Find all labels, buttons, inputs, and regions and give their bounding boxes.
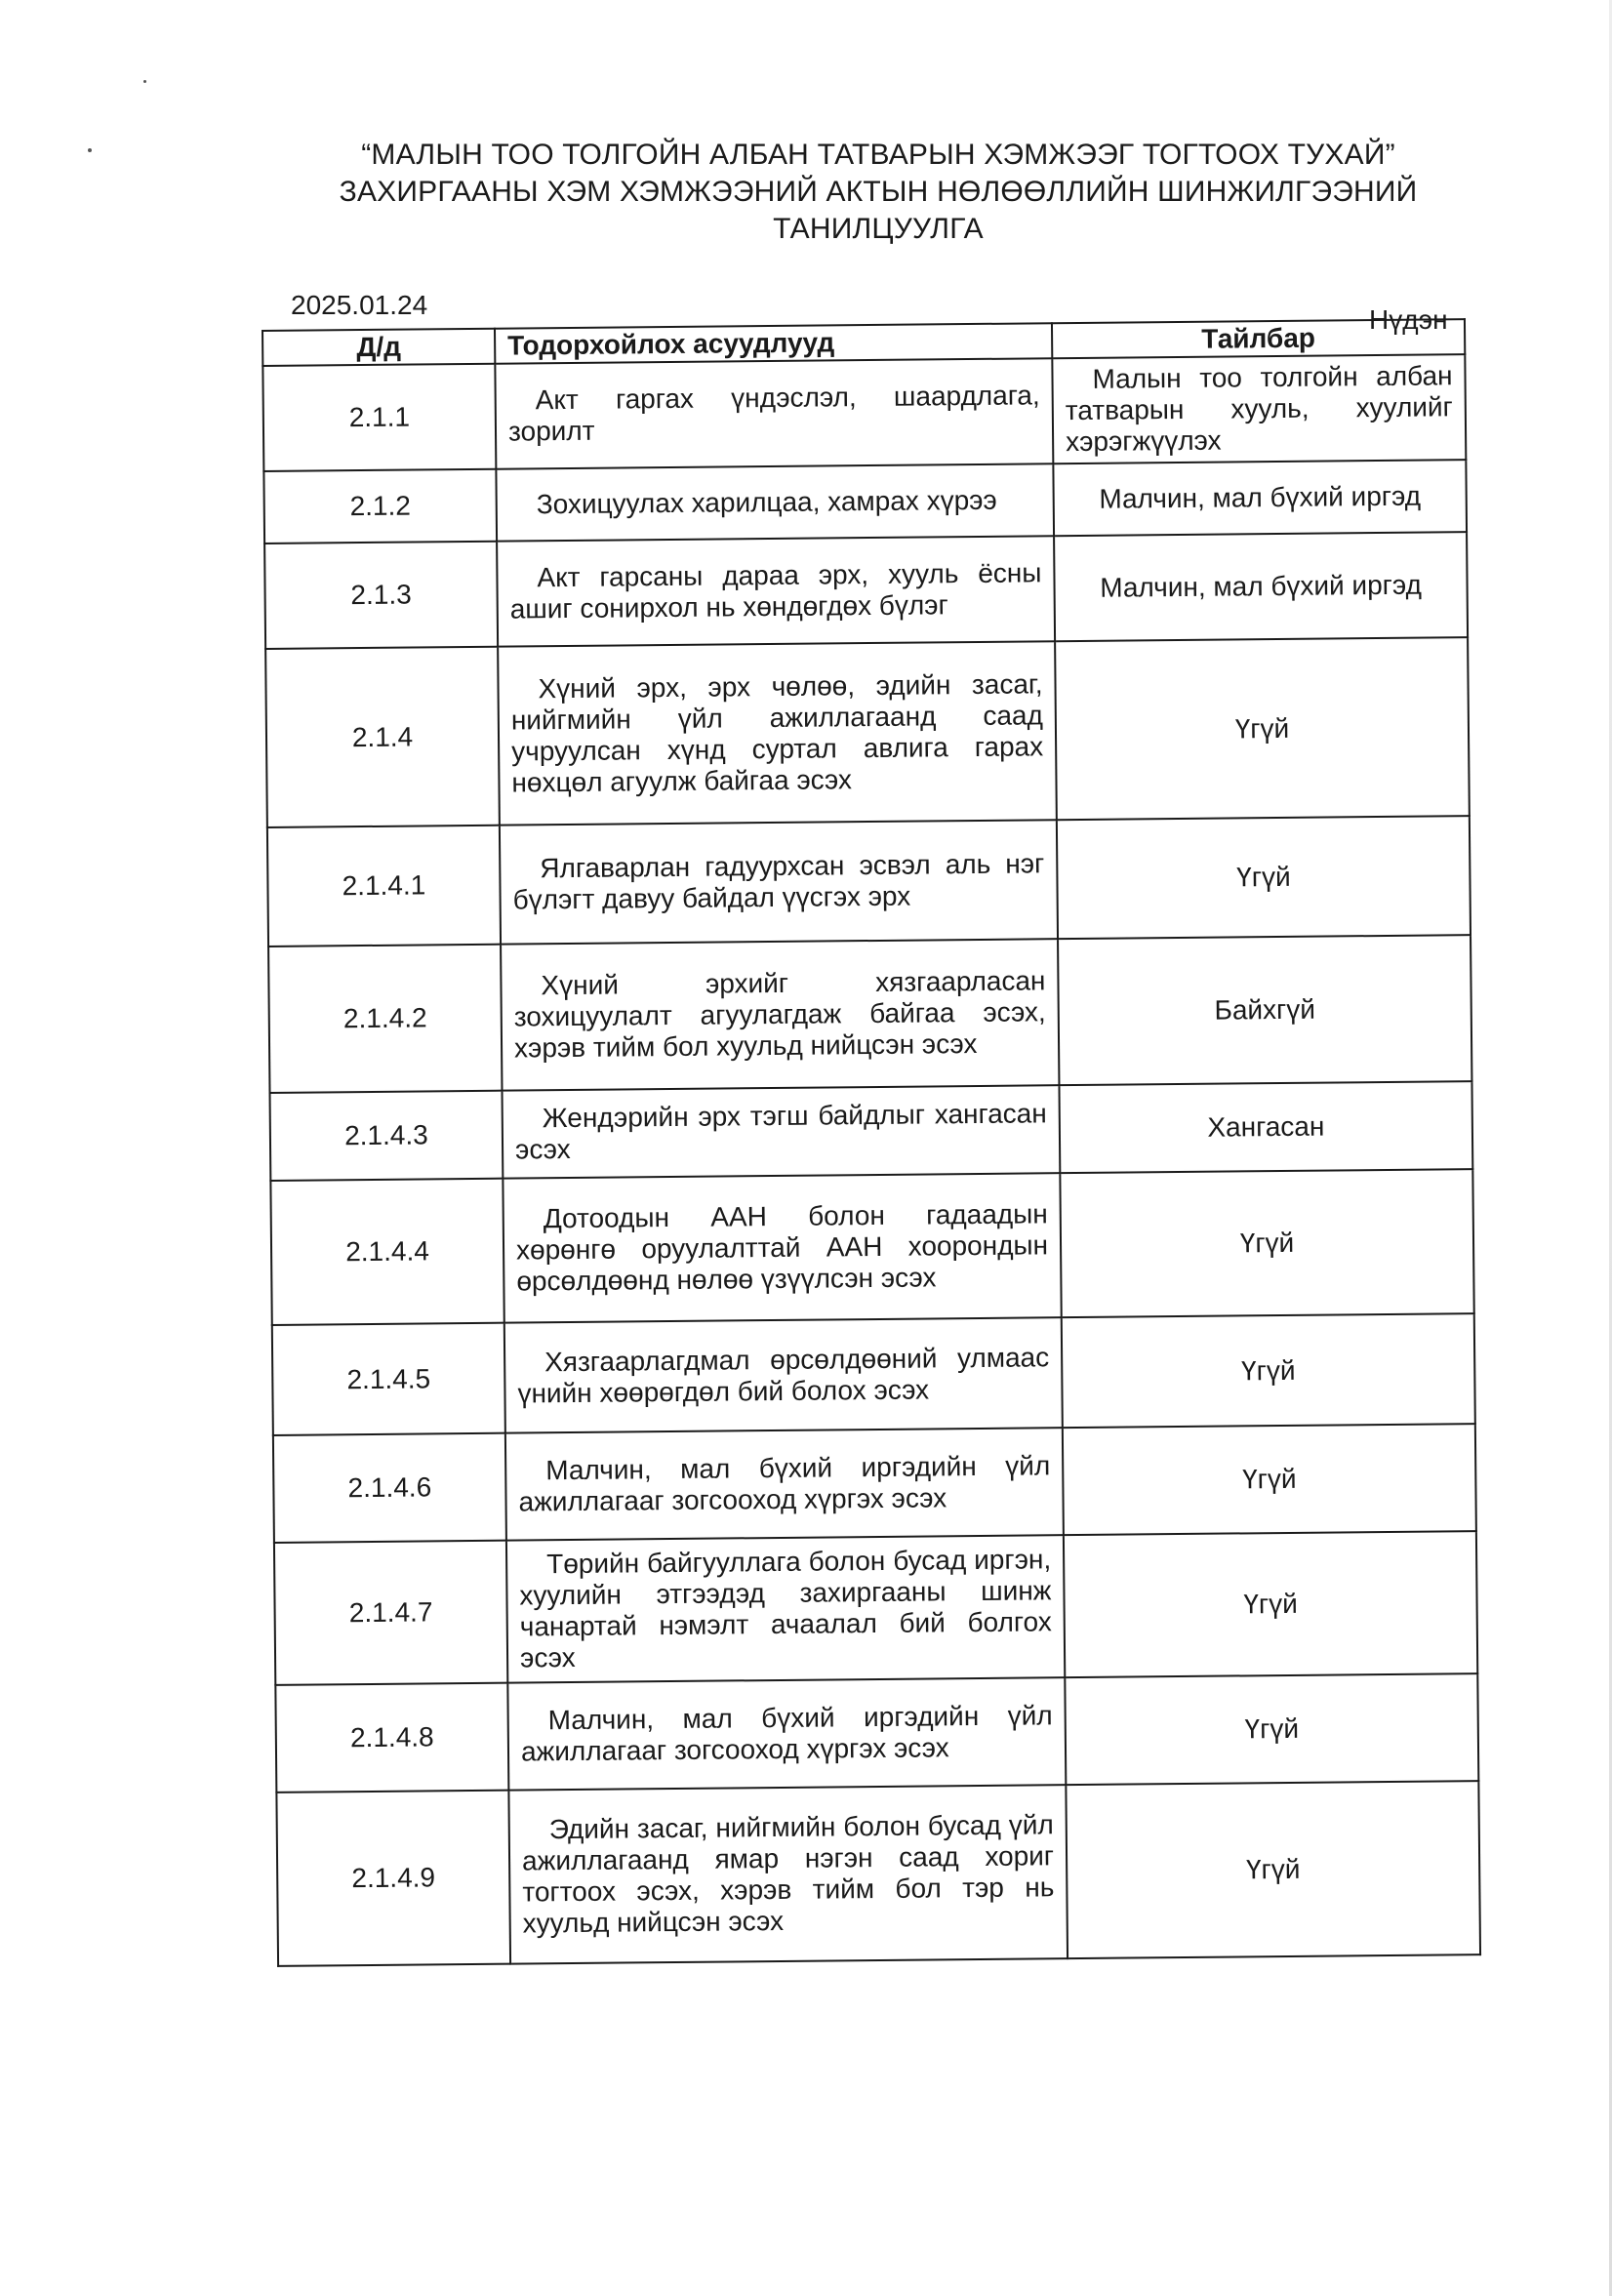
row-note: Үгүй	[1066, 1781, 1480, 1958]
row-question: Төрийн байгууллага болон бусад иргэн, хуулийн этгээдэд захиргааны шинж чанартай нэмэлт ачаалал бий болгох эсэх	[506, 1535, 1065, 1682]
row-note: Хангасан	[1059, 1081, 1472, 1173]
row-number: 2.1.4.7	[274, 1541, 507, 1685]
header-questions: Тодорхойлох асуудлууд	[495, 323, 1052, 363]
document-title	[293, 137, 1464, 248]
row-number: 2.1.4.2	[268, 945, 502, 1093]
table-row	[274, 1531, 1477, 1685]
scan-speck	[143, 80, 146, 83]
row-note: Үгүй	[1065, 1673, 1478, 1785]
row-note: Үгүй	[1064, 1531, 1477, 1677]
row-number: 2.1.4.1	[267, 826, 501, 947]
row-number: 2.1.4.8	[275, 1683, 508, 1792]
row-question: Малчин, мал бүхий иргэдийн үйл ажиллагааг зогсооход хүргэх эсэх	[505, 1428, 1064, 1540]
document-place: Нүдэн	[1369, 304, 1448, 335]
analysis-table	[262, 318, 1481, 1967]
row-number: 2.1.4.4	[270, 1179, 504, 1325]
scan-speck	[88, 148, 92, 152]
row-number: 2.1.4.6	[273, 1433, 506, 1543]
row-number: 2.1.4.5	[272, 1323, 505, 1435]
row-question: Зохицуулах харилцаа, хамрах хүрээ	[496, 463, 1054, 541]
row-number: 2.1.4.9	[276, 1791, 510, 1966]
table-row	[275, 1673, 1478, 1792]
row-question: Акт гарсаны дараа эрх, хууль ёсны ашиг сонирхол нь хөндөгдөх бүлэг	[497, 536, 1055, 646]
row-question: Дотоодын ААН болон гадаадын хөрөнгө оруулалттай ААН хоорондын өрсөлдөөнд нөлөө үзүүлсэн эсэх	[503, 1173, 1061, 1322]
row-question: Акт гаргах үндэслэл, шаардлага, зорилт	[495, 358, 1053, 468]
row-question: Хүний эрх, эрх чөлөө, эдийн засаг, нийгмийн үйл ажиллагаанд саад учруулсан хүнд суртал авлига гарах нөхцөл агуулж байгаа эсэх	[498, 641, 1057, 825]
table-row	[263, 460, 1467, 544]
row-note: Үгүй	[1057, 816, 1471, 939]
row-note: Байхгүй	[1058, 935, 1471, 1085]
row-number: 2.1.2	[263, 469, 497, 544]
row-note: Малчин, мал бүхий иргэд	[1053, 460, 1467, 536]
table-row	[272, 1313, 1475, 1435]
row-question: Хязгаарлагдмал өрсөлдөөний улмаас үнийн хөөрөгдөл бий болох эсэх	[504, 1317, 1063, 1432]
table-row	[262, 354, 1466, 471]
row-note: Үгүй	[1063, 1424, 1476, 1535]
row-note: Үгүй	[1062, 1313, 1475, 1428]
document-date: 2025.01.24	[291, 290, 428, 320]
title-line: ЗАХИРГААНЫ ХЭМ ХЭМЖЭЭНИЙ АКТЫН НӨЛӨӨЛЛИЙН ШИНЖИЛГЭЭНИЙ	[339, 176, 1418, 208]
row-question: Жендэрийн эрх тэгш байдлыг хангасан эсэх	[502, 1085, 1060, 1178]
table-row	[268, 935, 1471, 1093]
table-row	[273, 1424, 1476, 1543]
title-line: “МАЛЫН ТОО ТОЛГОЙН АЛБАН ТАТВАРЫН ХЭМЖЭЭГ ТОГТООХ ТУХАЙ”	[361, 139, 1395, 171]
row-number: 2.1.4.3	[270, 1091, 504, 1181]
table-row	[270, 1081, 1473, 1181]
row-note: Малын тоо толгойн албан татварын хууль, хуулийг хэрэгжүүлэх	[1052, 354, 1466, 463]
row-question: Ялгаварлан гадуурхсан эсвэл аль нэг бүлэгт давуу байдал үүсгэх эрх	[500, 820, 1058, 944]
row-number: 2.1.3	[264, 542, 498, 649]
table-row	[276, 1781, 1480, 1966]
row-question: Хүний эрхийг хязгаарласан зохицуулалт агуулагдаж байгаа эсэх, хэрэв тийм бол хуульд нийцсэн эсэх	[501, 939, 1059, 1090]
row-note: Үгүй	[1060, 1169, 1473, 1317]
header-notes: Тайлбар	[1052, 319, 1465, 358]
header-number: Д/д	[262, 329, 495, 366]
row-note: Үгүй	[1055, 637, 1470, 820]
row-question: Малчин, мал бүхий иргэдийн үйл ажиллагааг зогсооход хүргэх эсэх	[507, 1677, 1066, 1790]
title-line: ТАНИЛЦУУЛГА	[773, 213, 984, 245]
table-row	[270, 1169, 1473, 1325]
row-note: Малчин, мал бүхий иргэд	[1054, 532, 1468, 641]
table-row	[265, 637, 1470, 827]
table-row	[267, 816, 1471, 947]
table-row	[264, 532, 1468, 649]
row-question: Эдийн засаг, нийгмийн болон бусад үйл ажиллагаанд ямар нэгэн саад хориг тогтоох эсэх, хэрэв тийм бол тэр нь хуульд нийцсэн эсэх	[508, 1785, 1068, 1963]
row-number: 2.1.1	[262, 364, 496, 471]
row-number: 2.1.4	[265, 647, 500, 827]
